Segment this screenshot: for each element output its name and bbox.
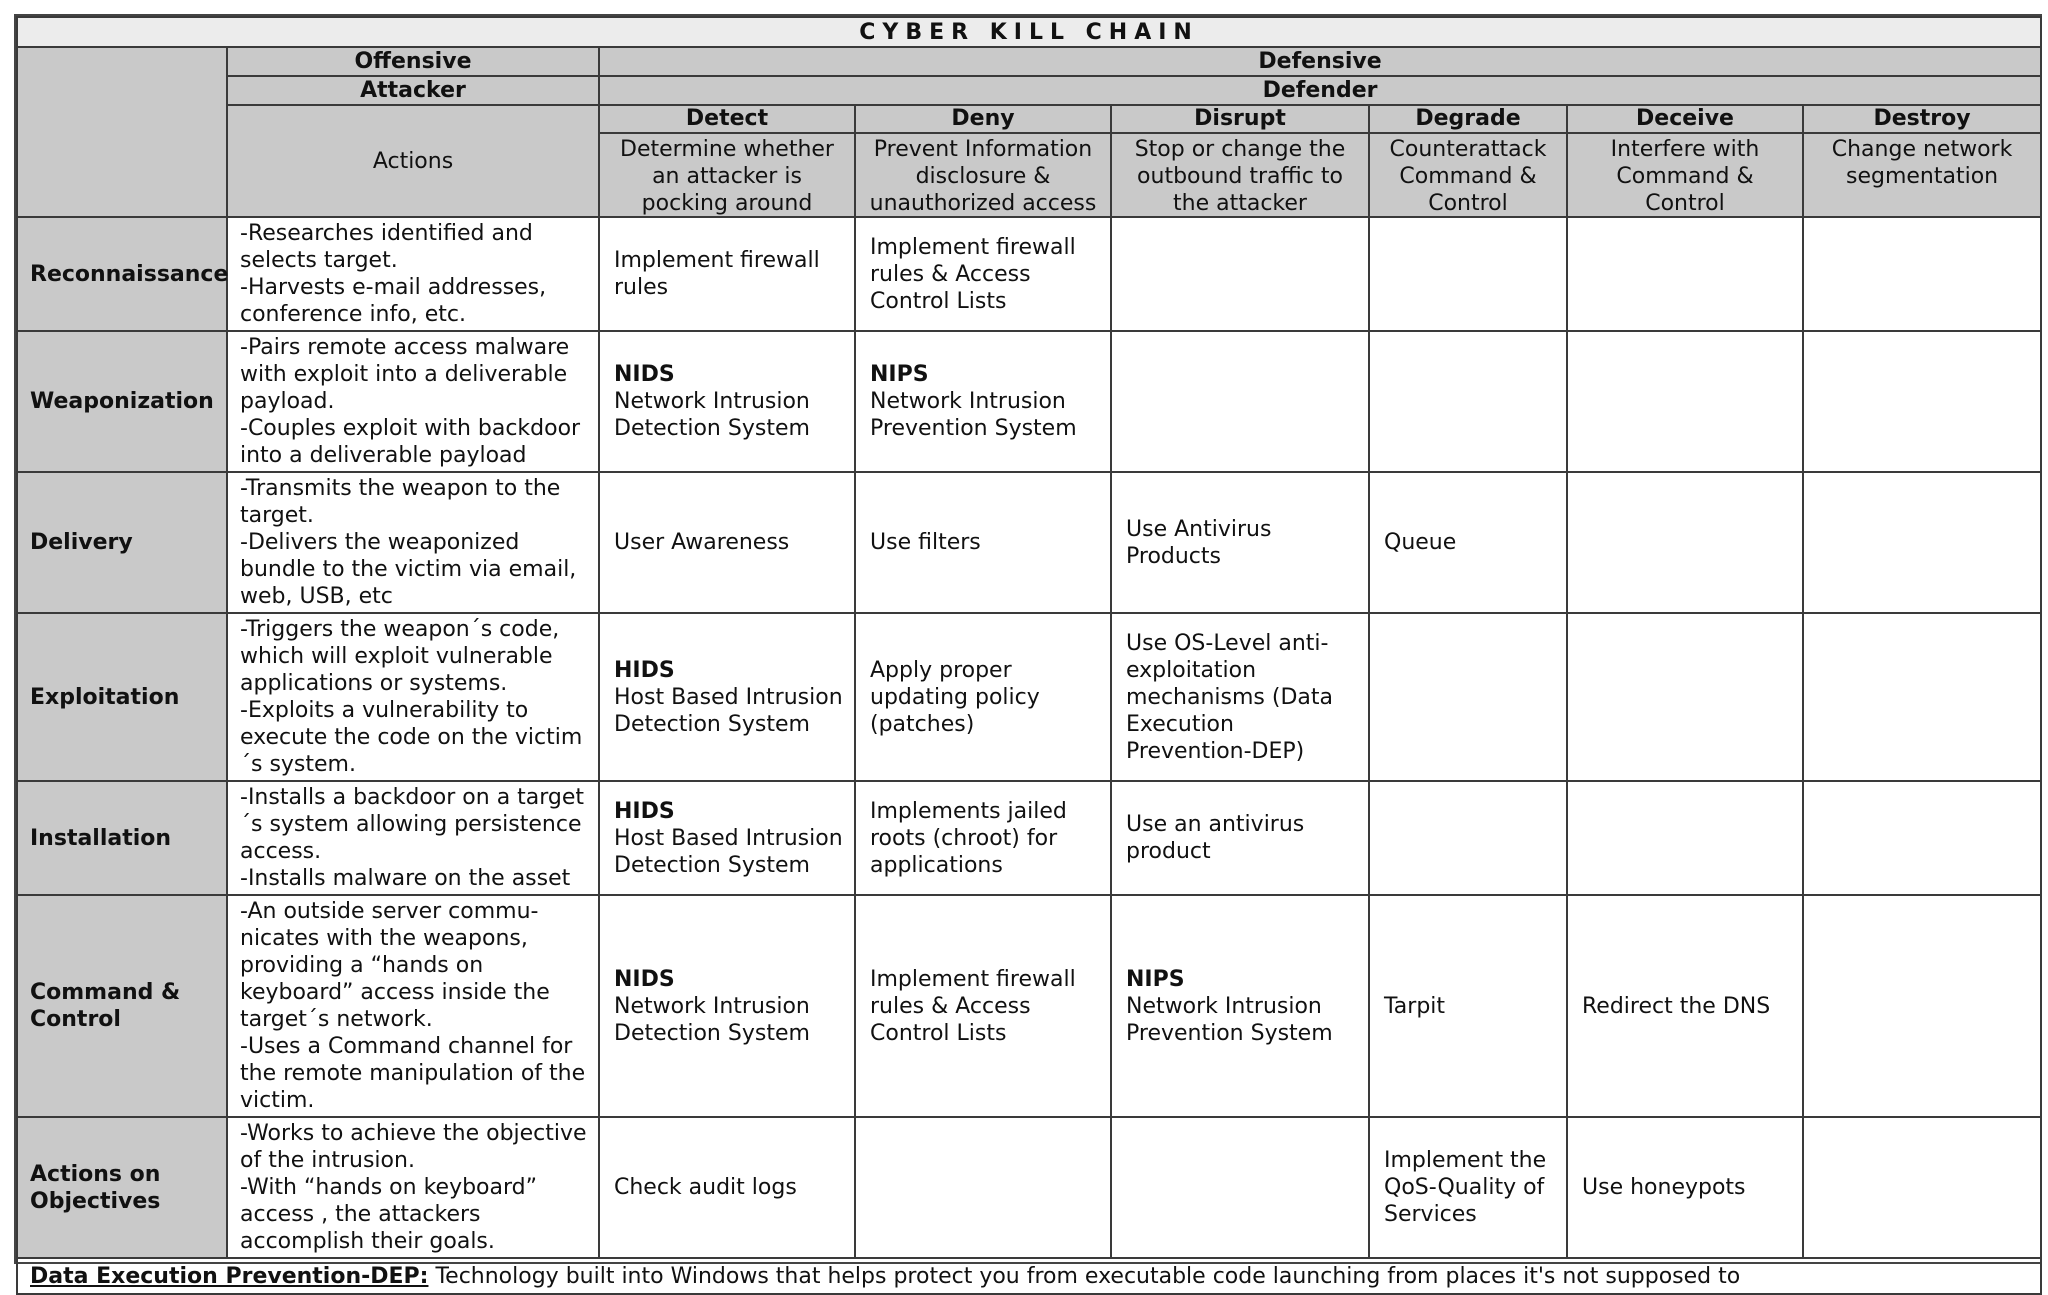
table-row bbox=[17, 895, 2041, 1117]
defense-measure: Implements jailed roots (chroot) for applications bbox=[870, 798, 1067, 878]
action-item: -An outside server commu-nicates with the weapons, providing a “hands on keyboard” access inside the target´s network. bbox=[240, 899, 550, 1032]
action-item: -Uses a Command channel for the remote manipulation of the victim. bbox=[240, 1034, 586, 1113]
action-item: -Installs a backdoor on a target´s system allowing persistence access. bbox=[240, 785, 585, 864]
stage-actions bbox=[227, 1117, 599, 1258]
defense-cell-disrupt bbox=[1111, 472, 1369, 613]
table-row bbox=[17, 613, 2041, 781]
defense-column-deny bbox=[855, 105, 1111, 217]
defense-cell-detect bbox=[599, 331, 855, 472]
defense-cell-disrupt bbox=[1111, 217, 1369, 331]
table-row bbox=[17, 781, 2041, 895]
defense-column-description: Change network segmentation bbox=[1831, 137, 2013, 189]
defense-cell-deny bbox=[855, 1117, 1111, 1258]
defense-tool-acronym: NIDS bbox=[614, 362, 675, 387]
defense-measure: Use honeypots bbox=[1582, 1175, 1746, 1200]
defense-cell-detect bbox=[599, 781, 855, 895]
defense-cell-degrade bbox=[1369, 895, 1567, 1117]
stage-name: Actions on Objectives bbox=[17, 1117, 227, 1258]
defense-cell-deny bbox=[855, 217, 1111, 331]
defense-measure: Apply proper updating policy (patches) bbox=[870, 657, 1040, 737]
defense-cell-deceive bbox=[1567, 472, 1803, 613]
defense-cell-deceive bbox=[1567, 331, 1803, 472]
defense-measure: Use OS-Level anti-exploitation mechanisms (Data Execution Prevention-DEP) bbox=[1126, 630, 1334, 764]
defense-tool-acronym: NIPS bbox=[870, 362, 929, 387]
kill-chain-table bbox=[16, 16, 2042, 1295]
actions-header: Actions bbox=[227, 105, 599, 217]
table-row bbox=[17, 217, 2041, 331]
defense-measure: Network Intrusion Prevention System bbox=[1126, 993, 1333, 1046]
defense-cell-destroy bbox=[1803, 781, 2041, 895]
action-item: -Installs malware on the asset bbox=[240, 866, 571, 891]
defense-column-label: Detect bbox=[600, 106, 854, 134]
defense-column-label: Disrupt bbox=[1112, 106, 1368, 134]
stage-name: Command & Control bbox=[17, 895, 227, 1117]
defense-cell-deny bbox=[855, 472, 1111, 613]
defense-column-disrupt bbox=[1111, 105, 1369, 217]
defense-column-description: Stop or change the outbound traffic to the attacker bbox=[1134, 137, 1346, 216]
footnote bbox=[17, 1258, 2041, 1294]
table-row bbox=[17, 331, 2041, 472]
defense-measure: Network Intrusion Detection System bbox=[614, 993, 810, 1046]
defense-column-degrade bbox=[1369, 105, 1567, 217]
defense-cell-degrade bbox=[1369, 472, 1567, 613]
defense-column-label: Degrade bbox=[1370, 106, 1566, 134]
defense-cell-detect bbox=[599, 613, 855, 781]
action-item: -Triggers the weapon´s code, which will exploit vulnerable applications or systems. bbox=[240, 617, 560, 696]
table-title: CYBER KILL CHAIN bbox=[17, 17, 2041, 47]
stage-name: Installation bbox=[17, 781, 227, 895]
defense-tool-acronym: NIPS bbox=[1126, 966, 1185, 992]
defense-measure: Host Based Intrusion Detection System bbox=[614, 684, 843, 737]
defense-cell-deny bbox=[855, 781, 1111, 895]
stage-actions bbox=[227, 217, 599, 331]
action-item: -With “hands on keyboard” access , the attackers accomplish their goals. bbox=[240, 1175, 538, 1254]
defense-cell-detect bbox=[599, 217, 855, 331]
stage-name: Weaponization bbox=[17, 331, 227, 472]
stage-actions bbox=[227, 781, 599, 895]
defense-cell-disrupt bbox=[1111, 331, 1369, 472]
defense-cell-deceive bbox=[1567, 613, 1803, 781]
defense-measure: Queue bbox=[1384, 530, 1457, 555]
defense-measure: Network Intrusion Detection System bbox=[614, 389, 810, 441]
footnote-text: Technology built into Windows that helps protect you from executable code launching from places it's not supposed to bbox=[428, 1263, 1741, 1289]
defender-header: Defender bbox=[599, 76, 2041, 105]
defense-tool-acronym: NIDS bbox=[614, 966, 675, 992]
defense-tool-acronym: HIDS bbox=[614, 657, 675, 683]
stage-actions bbox=[227, 472, 599, 613]
table-row bbox=[17, 1117, 2041, 1258]
defense-column-description: Determine whether an attacker is pocking around bbox=[620, 137, 834, 216]
defense-column-label: Deny bbox=[856, 106, 1110, 134]
offensive-header: Offensive bbox=[227, 47, 599, 76]
defense-cell-detect bbox=[599, 895, 855, 1117]
defense-cell-deny bbox=[855, 331, 1111, 472]
defense-column-deceive bbox=[1567, 105, 1803, 217]
action-item: -Works to achieve the objective of the intrusion. bbox=[240, 1121, 587, 1173]
defense-cell-deceive bbox=[1567, 1117, 1803, 1258]
defense-measure: Implement firewall rules bbox=[614, 248, 820, 300]
action-item: -Researches identified and selects target. bbox=[240, 221, 533, 273]
defense-column-label: Destroy bbox=[1804, 106, 2040, 134]
defense-tool-acronym: HIDS bbox=[614, 798, 675, 824]
defense-cell-disrupt bbox=[1111, 781, 1369, 895]
defense-cell-deceive bbox=[1567, 781, 1803, 895]
defense-column-description: Interfere with Command & Control bbox=[1610, 137, 1760, 216]
defense-column-description: Prevent Information disclosure & unauthorized access bbox=[869, 137, 1097, 216]
stage-name: Reconnaissance bbox=[17, 217, 227, 331]
defense-measure: Check audit logs bbox=[614, 1175, 797, 1200]
defense-measure: Implement firewall rules & Access Control Lists bbox=[870, 234, 1076, 314]
defense-cell-degrade bbox=[1369, 613, 1567, 781]
defense-cell-destroy bbox=[1803, 217, 2041, 331]
defense-column-detect bbox=[599, 105, 855, 217]
defense-cell-disrupt bbox=[1111, 613, 1369, 781]
action-item: -Delivers the weaponized bundle to the victim via email, web, USB, etc bbox=[240, 530, 577, 609]
action-item: -Transmits the weapon to the target. bbox=[240, 476, 561, 528]
stage-actions bbox=[227, 331, 599, 472]
defense-cell-deny bbox=[855, 613, 1111, 781]
defense-cell-detect bbox=[599, 472, 855, 613]
defense-cell-disrupt bbox=[1111, 895, 1369, 1117]
table-row bbox=[17, 472, 2041, 613]
defense-measure: Use an antivirus product bbox=[1126, 812, 1305, 864]
action-item: -Pairs remote access malware with exploit into a deliverable payload. bbox=[240, 335, 570, 414]
defense-cell-deny bbox=[855, 895, 1111, 1117]
defense-cell-destroy bbox=[1803, 331, 2041, 472]
defense-cell-degrade bbox=[1369, 217, 1567, 331]
stage-name: Delivery bbox=[17, 472, 227, 613]
action-item: -Harvests e-mail addresses, conference info, etc. bbox=[240, 275, 547, 327]
defense-cell-deceive bbox=[1567, 895, 1803, 1117]
defense-measure: Network Intrusion Prevention System bbox=[870, 389, 1077, 441]
defense-measure: Tarpit bbox=[1384, 993, 1446, 1019]
corner-cell bbox=[17, 47, 227, 217]
defense-measure: Implement firewall rules & Access Control Lists bbox=[870, 966, 1076, 1046]
defense-measure: User Awareness bbox=[614, 530, 790, 555]
defense-cell-destroy bbox=[1803, 895, 2041, 1117]
defense-measure: Host Based Intrusion Detection System bbox=[614, 825, 843, 878]
defense-measure: Redirect the DNS bbox=[1582, 993, 1771, 1019]
defense-cell-destroy bbox=[1803, 613, 2041, 781]
stage-actions bbox=[227, 895, 599, 1117]
defense-column-destroy bbox=[1803, 105, 2041, 217]
defense-cell-degrade bbox=[1369, 781, 1567, 895]
defense-cell-degrade bbox=[1369, 1117, 1567, 1258]
defense-measure: Implement the QoS-Quality of Services bbox=[1384, 1148, 1547, 1227]
defensive-header: Defensive bbox=[599, 47, 2041, 76]
defense-cell-deceive bbox=[1567, 217, 1803, 331]
action-item: -Couples exploit with backdoor into a deliverable payload bbox=[240, 416, 581, 468]
attacker-header: Attacker bbox=[227, 76, 599, 105]
stage-name: Exploitation bbox=[17, 613, 227, 781]
defense-measure: Use filters bbox=[870, 530, 981, 555]
kill-chain-sheet bbox=[14, 14, 2042, 1289]
defense-column-label: Deceive bbox=[1568, 106, 1802, 134]
defense-cell-disrupt bbox=[1111, 1117, 1369, 1258]
defense-cell-detect bbox=[599, 1117, 855, 1258]
action-item: -Exploits a vulnerability to execute the code on the victim´s system. bbox=[240, 698, 583, 777]
defense-measure: Use Antivirus Products bbox=[1126, 516, 1272, 569]
defense-column-description: Counterattack Command & Control bbox=[1389, 137, 1547, 216]
defense-cell-degrade bbox=[1369, 331, 1567, 472]
stage-actions bbox=[227, 613, 599, 781]
defense-cell-destroy bbox=[1803, 472, 2041, 613]
defense-cell-destroy bbox=[1803, 1117, 2041, 1258]
footnote-term: Data Execution Prevention-DEP: bbox=[30, 1263, 429, 1289]
